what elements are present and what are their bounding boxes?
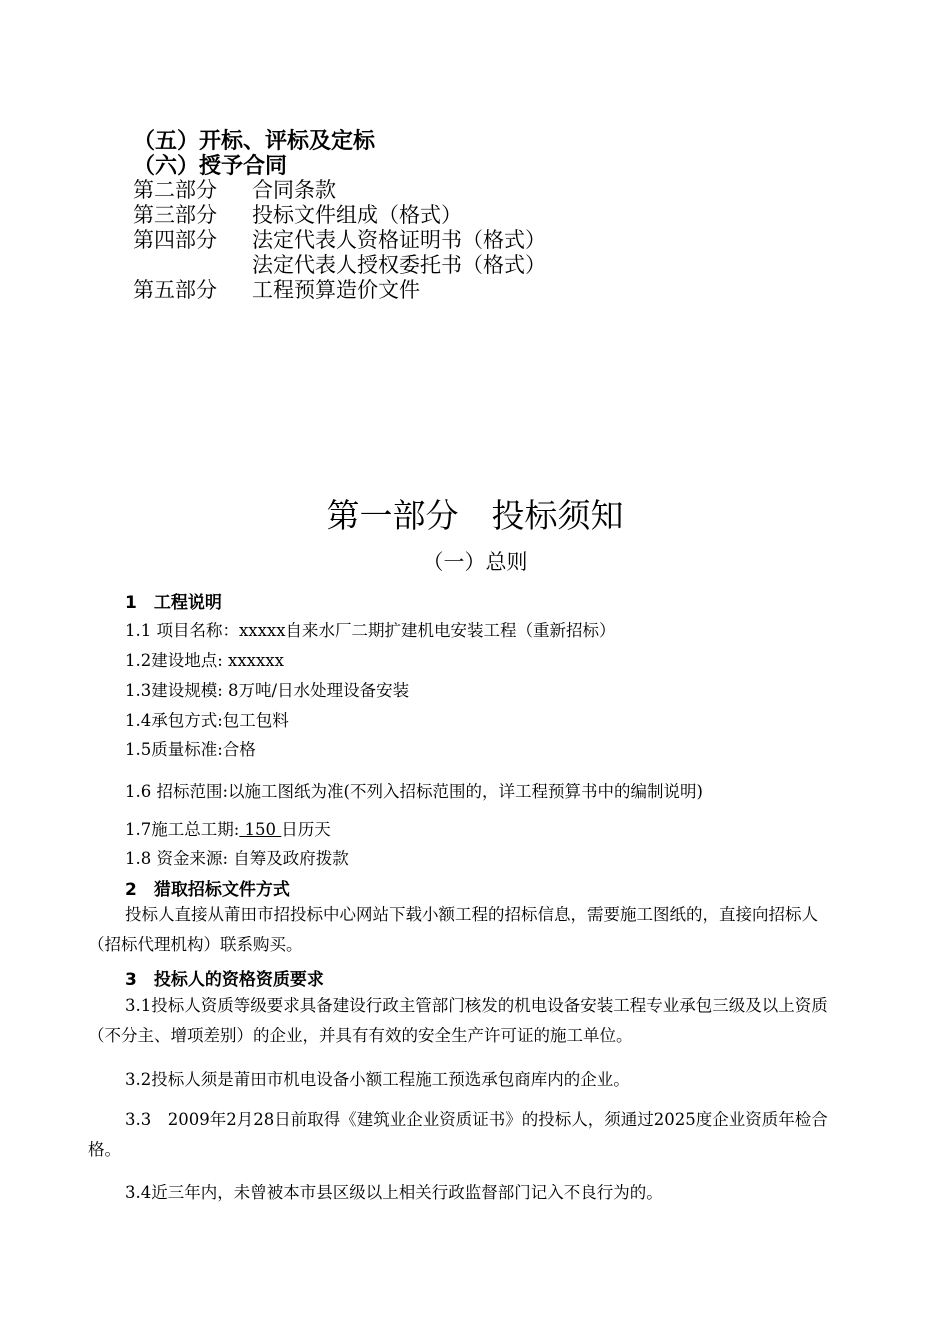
item-1-6: 1.6 招标范围:以施工图纸为准(不列入招标范围的，详工程预算书中的编制说明): [125, 782, 703, 801]
item-1-7: [125, 816, 331, 840]
section-2-heading: 2 猎取招标文件方式: [125, 880, 290, 900]
toc-title-part3: 投标文件组成（格式）: [252, 203, 462, 227]
item-1-3: 1.3建设规模: 8万吨/日水处理设备安装: [125, 681, 410, 700]
toc-title-part4-b: 法定代表人授权委托书（格式）: [252, 253, 546, 277]
item-1-5: 1.5质量标准:合格: [125, 740, 256, 759]
toc-label-part5: 第五部分: [133, 278, 217, 302]
item-1-8: 1.8 资金来源: 自筹及政府拨款: [125, 849, 349, 868]
item-1-2: 1.2建设地点: xxxxxx: [125, 651, 284, 670]
toc-label-part4: 第四部分: [133, 228, 217, 252]
duration-prefix: 1.7施工总工期:: [125, 820, 240, 839]
section-3-4: 3.4近三年内，未曾被本市县区级以上相关行政监督部门记入不良行为的。: [125, 1183, 663, 1202]
duration-suffix: 日历天: [281, 820, 331, 839]
part-subtitle: （一）总则: [422, 550, 528, 574]
section-1-heading: 1 工程说明: [125, 593, 222, 613]
toc-label-part3: 第三部分: [133, 203, 217, 227]
section-3-heading: 3 投标人的资格资质要求: [125, 970, 324, 990]
toc-label-part2: 第二部分: [133, 178, 217, 202]
section-3-1: 3.1投标人资质等级要求具备建设行政主管部门核发的机电设备安装工程专业承包三级及以上资质（不分主、增项差别）的企业，并具有有效的安全生产许可证的施工单位。: [88, 996, 828, 1045]
section-3-2: 3.2投标人须是莆田市机电设备小额工程施工预选承包商库内的企业。: [125, 1070, 630, 1089]
section-2-text: 投标人直接从莆田市招投标中心网站下载小额工程的招标信息，需要施工图纸的，直接向招标人（招标代理机构）联系购买。: [88, 905, 818, 954]
item-1-4: 1.4承包方式:包工包料: [125, 711, 289, 730]
toc-item-bidding-opening: （五）开标、评标及定标: [133, 129, 376, 154]
section-3-3: 3.3 2009年2月28日前取得《建筑业企业资质证书》的投标人，须通过2025度企业资质年检合格。: [88, 1110, 828, 1159]
item-1-1: 1.1 项目名称：xxxxx自来水厂二期扩建机电安装工程（重新招标）: [125, 621, 616, 640]
toc-item-award-contract: （六）授予合同: [133, 154, 288, 179]
part-title: 第一部分 投标须知: [326, 496, 624, 535]
toc-title-part4: 法定代表人资格证明书（格式）: [252, 228, 546, 252]
duration-value: 150: [239, 820, 282, 839]
toc-title-part5: 工程预算造价文件: [252, 278, 420, 302]
toc-title-part2: 合同条款: [252, 178, 336, 202]
